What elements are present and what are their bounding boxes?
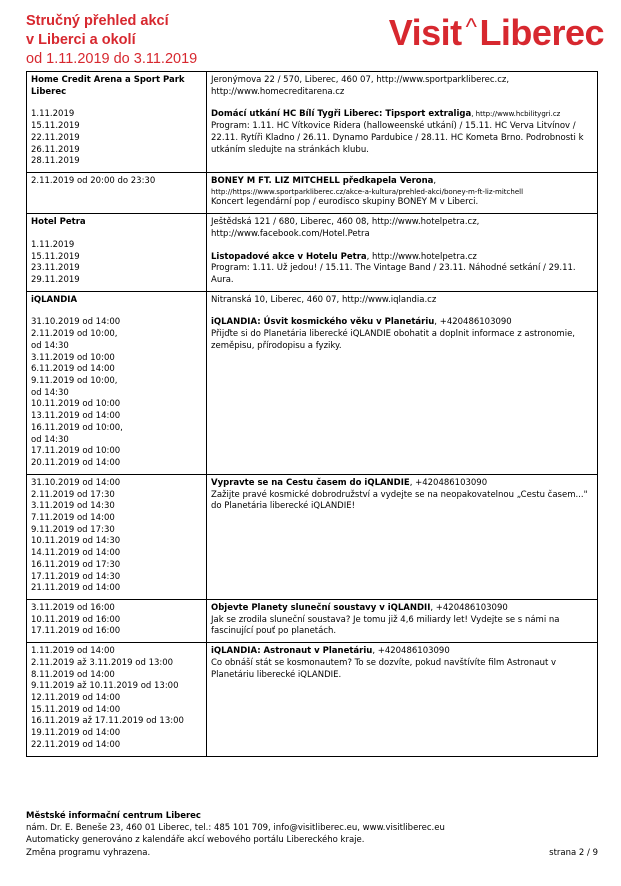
event-cell	[207, 173, 598, 214]
venue-address: Nitranská 10, Liberec, 460 07, http://www.iqlandia.cz	[211, 294, 437, 305]
event-description: Zažijte pravé kosmické dobrodružství a vydejte se na neopakovatelnou „Cestu časem..." do Planetária liberecké iQLANDIE!	[211, 489, 588, 512]
date-item: 17.11.2019 od 16:00	[31, 626, 121, 637]
date-item: 22.11.2019	[31, 132, 80, 143]
date-item: od 14:30	[31, 434, 69, 445]
venue-cell	[27, 72, 207, 173]
event-block	[211, 109, 593, 156]
event-phone: , +420486103090	[409, 477, 488, 488]
date-range: od 1.11.2019 do 3.11.2019	[26, 51, 198, 67]
date-item: 20.11.2019 od 14:00	[31, 458, 121, 469]
date-list	[31, 646, 202, 751]
page-title-line1: Stručný přehled akcí	[26, 13, 169, 29]
date-item: 10.11.2019 od 10:00	[31, 399, 121, 410]
date-cell	[27, 599, 207, 642]
date-cell	[27, 474, 207, 599]
event-cell	[207, 72, 598, 173]
event-title[interactable]: Vypravte se na Cestu časem do iQLANDIE	[211, 477, 410, 488]
event-block	[211, 252, 593, 287]
date-list	[31, 603, 202, 638]
date-item: 2.11.2019 od 17:30	[31, 489, 115, 500]
date-list	[31, 478, 202, 595]
event-url[interactable]: , http://www.hcbilitygri.cz	[471, 110, 561, 119]
event-phone: , +420486103090	[430, 602, 508, 613]
event-phone: , +420486103090	[434, 317, 512, 328]
date-item: 3.11.2019 od 14:30	[31, 501, 115, 512]
date-cell	[27, 643, 207, 756]
events-table	[26, 71, 598, 757]
event-description: Program: 1.11. HC Vítkovice Ridera (halloweenské utkání) / 15.11. HC Verva Litvínov / 22.11. Rytíři Kladno / 26.11. Dynamo Pardubice / 28.11. HC Kometa Brno. Podrobnosti k utkáním sledujte na stránkách klubu.	[211, 121, 584, 155]
date-item: 31.10.2019 od 14:00	[31, 317, 121, 328]
date-item: 23.11.2019	[31, 263, 80, 274]
event-cell	[207, 291, 598, 474]
event-title[interactable]: Objevte Planety sluneční soustavy v iQLANDII	[211, 602, 431, 613]
venue-address: Ještědská 121 / 680, Liberec, 460 08, http://www.hotelpetra.cz, http://www.facebook.com/Hotel.Petra	[211, 217, 480, 239]
event-cell	[207, 214, 598, 292]
table-row	[27, 72, 598, 173]
event-phone: , +420486103090	[372, 646, 450, 657]
table-row	[27, 173, 598, 214]
footer-note-generated: Automaticky generováno z kalendáře akcí webového portálu Libereckého kraje.	[26, 835, 365, 846]
date-item: 1.11.2019 od 14:00	[31, 646, 115, 657]
footer-address: nám. Dr. E. Beneše 23, 460 01 Liberec, tel.: 485 101 709, info@visitliberec.eu, www.visitliberec.eu	[26, 823, 445, 834]
date-item: 1.11.2019	[31, 109, 75, 120]
venue-cell	[27, 291, 207, 474]
date-item: 17.11.2019 od 10:00	[31, 446, 121, 457]
date-item: 15.11.2019	[31, 121, 80, 132]
event-description: Jak se zrodila sluneční soustava? Je tomu již 4,6 miliardy let! Vydejte se s námi na fascinující pouť po planetách.	[211, 614, 560, 637]
date-item: od 14:30	[31, 387, 69, 398]
date-item: 7.11.2019 od 14:00	[31, 512, 115, 523]
event-cell	[207, 474, 598, 599]
date-item: 17.11.2019 od 14:30	[31, 571, 121, 582]
date-item: 16.11.2019 od 17:30	[31, 559, 121, 570]
event-description: Přijďte si do Planetária liberecké iQLANDIE obohatit a doplnit informace z astronomie, zeměpisu, přírodopisu a fyziky.	[211, 329, 576, 351]
venue-address: Jeronýmova 22 / 570, Liberec, 460 07, http://www.sportparkliberec.cz, http://www.homecreditarena.cz	[211, 75, 510, 97]
date-item: 29.11.2019	[31, 275, 80, 285]
date-item: 2.11.2019 od 10:00,	[31, 329, 118, 340]
date-item: 19.11.2019 od 14:00	[31, 728, 121, 739]
event-title[interactable]: BONEY M FT. LIZ MITCHELL předkapela Verona	[211, 176, 434, 187]
date-item: 15.11.2019	[31, 251, 80, 262]
date-item: 2.11.2019 až 3.11.2019 od 13:00	[31, 657, 174, 668]
date-item: 10.11.2019 od 14:30	[31, 536, 121, 547]
event-cell	[207, 643, 598, 756]
event-title[interactable]: iQLANDIA: Úsvit kosmického věku v Planetáriu	[211, 317, 435, 328]
venue-name: Hotel Petra	[31, 217, 86, 228]
event-url[interactable]: , http://www.hotelpetra.cz	[366, 251, 477, 262]
date-item: 16.11.2019 od 10:00,	[31, 422, 123, 433]
logo-caret: ^	[465, 14, 477, 41]
date-item: 14.11.2019 od 14:00	[31, 548, 121, 559]
date-item: 28.11.2019	[31, 156, 80, 167]
date-item: 26.11.2019	[31, 144, 80, 155]
date-item: 22.11.2019 od 14:00	[31, 739, 121, 750]
page-header	[26, 12, 606, 72]
event-url[interactable]: http://https://www.sportparkliberec.cz/akce-a-kultura/prehled-akci/boney-m-ft-liz-mitchell	[211, 187, 524, 196]
date-item: 9.11.2019 až 10.11.2019 od 13:00	[31, 681, 179, 692]
footer-note-changes: Změna programu vyhrazena.	[26, 847, 151, 858]
date-list	[31, 109, 202, 168]
date-item: 15.11.2019 od 14:00	[31, 704, 121, 715]
footer-org-name: Městské informační centrum Liberec	[26, 811, 201, 821]
date-item: 3.11.2019 od 16:00	[31, 602, 115, 613]
event-title[interactable]: iQLANDIA: Astronaut v Planetáriu	[211, 646, 373, 657]
event-description: Co obnáší stát se kosmonautem? To se dozvíte, pokud navštívíte film Astronaut v Planetáriu liberecké iQLANDIE.	[211, 657, 557, 680]
table-row	[27, 214, 598, 292]
page-footer	[26, 810, 598, 859]
date-item: 6.11.2019 od 14:00	[31, 364, 115, 375]
date-item: 10.11.2019 od 16:00	[31, 614, 121, 625]
date-item: 3.11.2019 od 10:00	[31, 352, 115, 363]
logo-text-liberec: Liberec	[479, 12, 604, 53]
date-item: 9.11.2019 od 10:00,	[31, 376, 118, 387]
date-item: 8.11.2019 od 14:00	[31, 669, 115, 680]
date-item: 16.11.2019 až 17.11.2019 od 13:00	[31, 716, 184, 727]
date-item: 13.11.2019 od 14:00	[31, 411, 121, 422]
venue-name: iQLANDIA	[31, 294, 78, 305]
date-item: 9.11.2019 od 17:30	[31, 524, 115, 535]
date-cell	[27, 173, 207, 214]
date-item: 21.11.2019 od 14:00	[31, 583, 121, 594]
page-number: strana 2 / 9	[549, 847, 598, 858]
event-description: Program: 1.11. Už jedou! / 15.11. The Vintage Band / 23.11. Náhodné setkání / 29.11. Aura.	[211, 263, 576, 285]
date-list	[31, 240, 202, 287]
date-item: od 14:30	[31, 340, 69, 351]
date-item: 12.11.2019 od 14:00	[31, 693, 121, 703]
venue-name: Home Credit Arena a Sport Park Liberec	[31, 75, 185, 97]
logo-text-visit: Visit	[388, 12, 462, 53]
table-row	[27, 643, 598, 756]
date-list	[31, 317, 202, 469]
event-title[interactable]: Domácí utkání HC Bílí Tygři Liberec: Tipsport extraliga	[211, 109, 472, 120]
visit-liberec-logo	[389, 12, 604, 59]
page-title-line2: v Liberci a okolí	[26, 32, 136, 48]
event-block	[211, 317, 593, 352]
event-title[interactable]: Listopadové akce v Hotelu Petra	[211, 251, 367, 262]
table-row	[27, 599, 598, 642]
event-cell	[207, 599, 598, 642]
date-item: 31.10.2019 od 14:00	[31, 477, 121, 488]
date-item: 2.11.2019 od 20:00 do 23:30	[31, 176, 156, 187]
table-row	[27, 291, 598, 474]
event-description: Koncert legendární pop / eurodisco skupiny BONEY M v Liberci.	[211, 197, 479, 208]
table-row	[27, 474, 598, 599]
venue-cell	[27, 214, 207, 292]
event-title-tail: ,	[433, 176, 437, 187]
date-item: 1.11.2019	[31, 239, 75, 250]
